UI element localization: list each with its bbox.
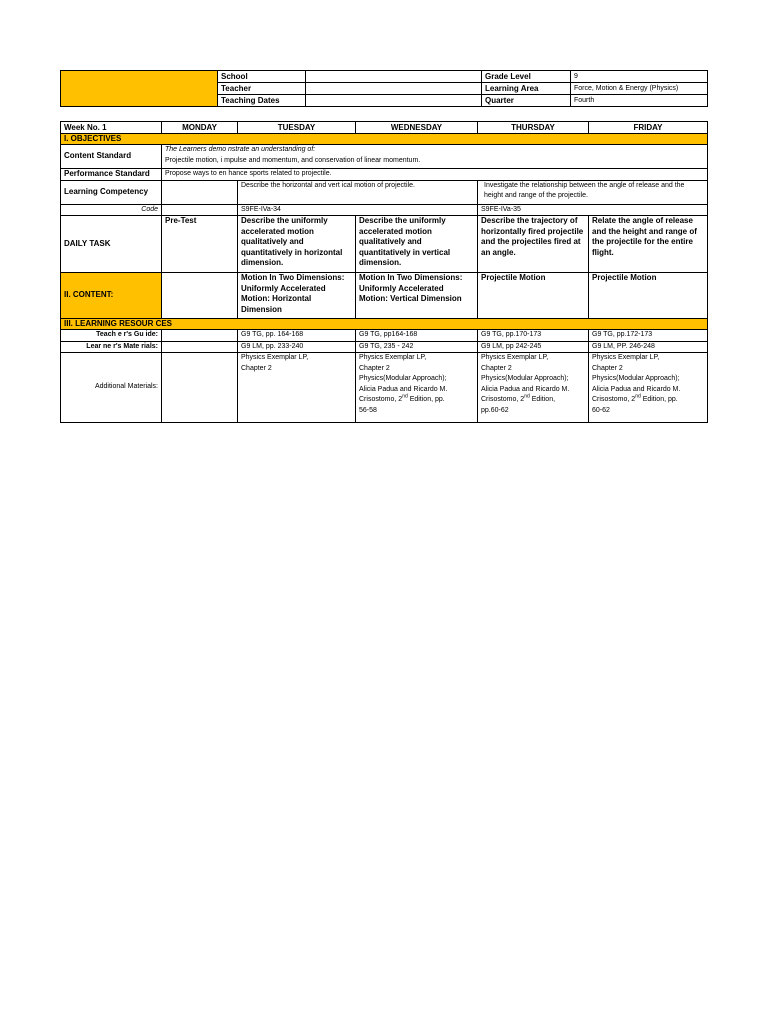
learners-materials-monday	[162, 341, 238, 353]
code-tue-wed: S9FE-IVa-34	[238, 204, 478, 216]
additional-line	[592, 395, 704, 406]
school-value	[306, 71, 482, 83]
edition-superscript: nd	[635, 393, 641, 400]
content-heading: II. CONTENT:	[61, 273, 162, 319]
additional-line: Physics Exemplar LP,	[241, 354, 309, 361]
content-thursday: Projectile Motion	[478, 273, 589, 319]
teachers-guide-monday	[162, 330, 238, 342]
edition-superscript: nd	[524, 393, 530, 400]
additional-materials-thursday	[478, 353, 589, 423]
additional-line: Physics Exemplar LP,	[359, 354, 427, 361]
lesson-plan-table	[60, 121, 708, 423]
objectives-heading: I. OBJECTIVES	[61, 134, 708, 145]
additional-materials-tuesday	[238, 353, 356, 423]
additional-materials-friday	[589, 353, 708, 423]
content-wednesday: Motion In Two Dimensions: Uniformly Accelerated Motion: Vertical Dimension	[356, 273, 478, 319]
teaching-dates-value	[306, 95, 482, 107]
week-label: Week No. 1	[61, 122, 162, 134]
daily-task-label: DAILY TASK	[61, 216, 162, 273]
daily-task-tuesday: Describe the uniformly accelerated motion qualitatively and quantitatively in horizontal dimension.	[238, 216, 356, 273]
school-label: School	[218, 71, 306, 83]
code-thu-fri: S9FE-IVa-35	[478, 204, 708, 216]
additional-line: Physics(Modular Approach);	[481, 375, 569, 382]
additional-line: Physics(Modular Approach);	[592, 375, 680, 382]
daily-task-wednesday: Describe the uniformly accelerated motion qualitatively and quantitatively in vertical dimension.	[356, 216, 478, 273]
additional-line	[359, 395, 474, 406]
code-label: Code	[61, 204, 162, 216]
additional-line: Alicia Padua and Ricardo M.	[481, 385, 570, 393]
additional-line: Chapter 2	[481, 364, 512, 372]
additional-line: Chapter 2	[592, 364, 623, 372]
logo-area	[61, 71, 218, 107]
additional-line	[481, 395, 585, 406]
code-monday	[162, 204, 238, 216]
teachers-guide-friday: G9 TG, pp.172-173	[589, 330, 708, 342]
additional-line: Alicia Padua and Ricardo M.	[359, 385, 448, 393]
day-thursday: THURSDAY	[478, 122, 589, 134]
quarter-label: Quarter	[482, 95, 571, 107]
edition-superscript: nd	[402, 393, 408, 400]
learning-resources-heading: III. LEARNING RESOUR CES	[61, 319, 708, 330]
teacher-value	[306, 83, 482, 95]
daily-task-thursday: Describe the trajectory of horizontally fired projectile and the projectiles fired at an angle.	[478, 216, 589, 273]
additional-line: Physics(Modular Approach);	[359, 375, 447, 382]
learning-area-value: Force, Motion & Energy (Physics)	[571, 83, 708, 95]
teachers-guide-wednesday: G9 TG, pp164-168	[356, 330, 478, 342]
teachers-guide-thursday: G9 TG, pp.170-173	[478, 330, 589, 342]
learners-materials-wednesday: G9 TG, 235 - 242	[356, 341, 478, 353]
competency-tue-wed: Describe the horizontal and vert ical motion of projectile.	[238, 180, 478, 204]
teachers-guide-tuesday: G9 TG, pp. 164-168	[238, 330, 356, 342]
additional-line: Alicia Padua and Ricardo M.	[592, 385, 681, 393]
teacher-label: Teacher	[218, 83, 306, 95]
edition-text: Crisostomo, 2	[359, 396, 403, 403]
daily-task-friday: Relate the angle of release and the height and range of the projectile for the entire flight.	[589, 216, 708, 273]
edition-text: Crisostomo, 2	[481, 396, 525, 403]
additional-line: Chapter 2	[241, 364, 272, 372]
additional-line: 60-62	[592, 406, 610, 414]
edition-text: Edition,	[529, 396, 556, 403]
additional-line: Physics Exemplar LP,	[592, 354, 660, 361]
header-info-table	[60, 70, 708, 107]
additional-materials-wednesday	[356, 353, 478, 423]
content-standard-line-1: The Learners demo nstrate an understanding of:	[165, 146, 316, 153]
learners-materials-thursday: G9 LM, pp 242-245	[478, 341, 589, 353]
learning-competency-label: Learning Competency	[61, 180, 162, 204]
day-tuesday: TUESDAY	[238, 122, 356, 134]
edition-text: Edition, pp.	[640, 396, 678, 403]
content-standard-text	[162, 145, 708, 169]
teachers-guide-label: Teach e r's Gu ide:	[61, 330, 162, 342]
grade-level-label: Grade Level	[482, 71, 571, 83]
additional-line: Physics Exemplar LP,	[481, 354, 549, 361]
content-standard-line-2: Projectile motion, i mpulse and momentum, and conservation of linear momentum.	[165, 156, 421, 164]
content-standard-label: Content Standard	[61, 145, 162, 169]
content-monday	[162, 273, 238, 319]
teaching-dates-label: Teaching Dates	[218, 95, 306, 107]
edition-text: Crisostomo, 2	[592, 396, 636, 403]
additional-line: pp.60-62	[481, 406, 509, 414]
learners-materials-label: Lear ne r's Mate rials:	[61, 341, 162, 353]
additional-materials-monday	[162, 353, 238, 423]
performance-standard-text: Propose ways to en hance sports related to projectile.	[162, 169, 708, 181]
grade-level-value: 9	[571, 71, 708, 83]
competency-thu-fri: Investigate the relationship between the angle of release and the height and range of the projectile.	[478, 180, 708, 204]
additional-materials-label: Additional Materials:	[61, 353, 162, 423]
day-friday: FRIDAY	[589, 122, 708, 134]
daily-task-monday: Pre-Test	[162, 216, 238, 273]
additional-line: Chapter 2	[359, 364, 390, 372]
day-monday: MONDAY	[162, 122, 238, 134]
day-header-row	[61, 122, 708, 134]
learners-materials-tuesday: G9 LM, pp. 233-240	[238, 341, 356, 353]
additional-line: 56-58	[359, 406, 377, 414]
competency-monday	[162, 180, 238, 204]
learners-materials-friday: G9 LM, PP. 246-248	[589, 341, 708, 353]
edition-text: Edition, pp.	[407, 396, 445, 403]
day-wednesday: WEDNESDAY	[356, 122, 478, 134]
quarter-value: Fourth	[571, 95, 708, 107]
content-tuesday: Motion In Two Dimensions: Uniformly Accelerated Motion: Horizontal Dimension	[238, 273, 356, 319]
content-friday: Projectile Motion	[589, 273, 708, 319]
performance-standard-label: Performance Standard	[61, 169, 162, 181]
learning-area-label: Learning Area	[482, 83, 571, 95]
